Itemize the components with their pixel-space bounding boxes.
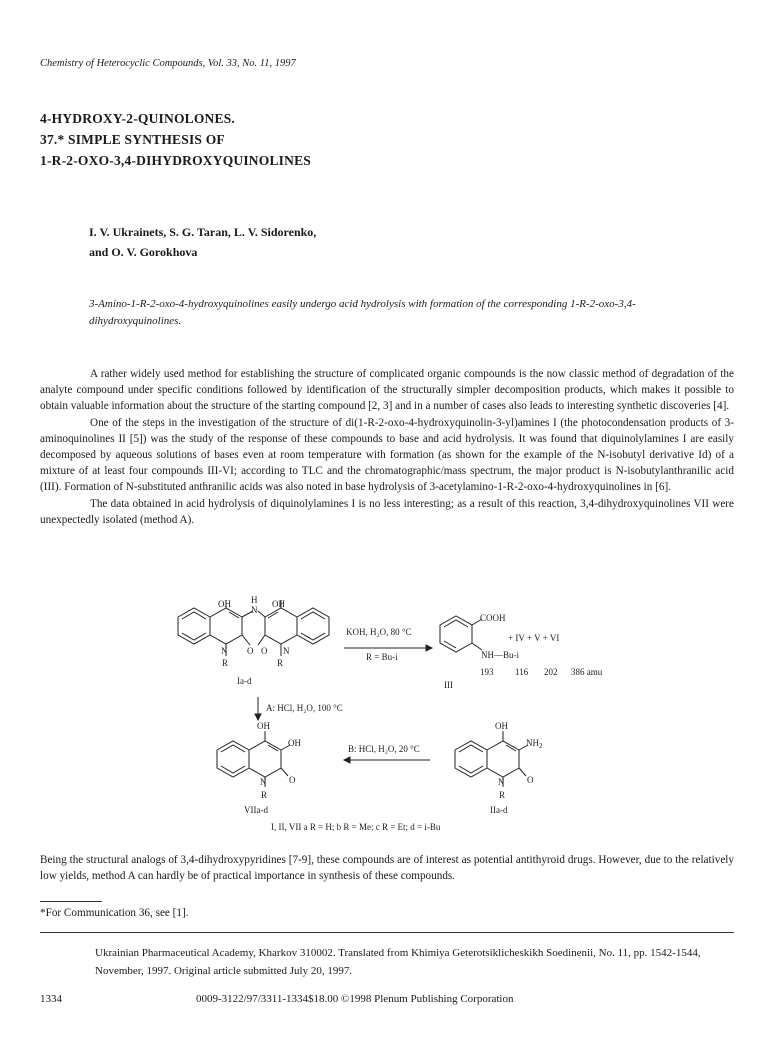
title-line-2: 37.* SIMPLE SYNTHESIS OF [40,132,225,147]
title-line-1: 4-HYDROXY-2-QUINOLONES. [40,111,235,126]
body-text-top [40,366,734,528]
I-n-left: N [221,646,228,656]
compound-I-right-ring [258,600,329,656]
VII-r: R [261,790,268,800]
II-n: N [498,777,505,787]
authors-line-1: I. V. Ukrainets, S. G. Taran, L. V. Sidorenko, [89,225,317,239]
II-nh2-subscript: 2 [539,742,543,750]
label-II: IIa-d [490,805,508,815]
mass-193: 193 [480,667,494,677]
III-products: + IV + V + VI [508,633,560,643]
footnote: *For Communication 36, see [1]. [40,907,189,919]
authors [89,222,316,262]
journal-header: Chemistry of Heterocyclic Compounds, Vol. 33, No. 11, 1997 [40,58,296,69]
copyright-line: 0009-3122/97/3311-1334$18.00 ©1998 Plenum Publishing Corporation [196,993,514,1005]
paragraph-4: Being the structural analogs of 3,4-dihydroxypyridines [7-9], these compounds are of interest as potential antithyroid drugs. However, due to the relatively low yields, method A can hardly be of practical importance in synthesis of these compounds. [40,854,734,883]
compound-III [440,616,482,652]
footnote-rule [40,901,102,902]
VII-oh-side: OH [288,738,301,748]
label-VII: VIIa-d [244,805,268,815]
II-oh: OH [495,721,508,731]
I-o-right: O [261,646,268,656]
page-number: 1334 [40,993,62,1005]
mass-116: 116 [515,667,529,677]
I-n-bridge: N [251,605,258,615]
I-o-left: O [247,646,254,656]
paragraph-1: A rather widely used method for establishing the structure of complicated organic compounds is the now classic method of degradation of the analyte compound under specific conditions followed by identification of the structurally simpler decomposition products, which makes it possible to obtain valuable information about the structure of the starting compound [2, 3] and in a number of cases also leads to interesting synthetic discoveries [4]. [40,368,734,413]
paragraph-2: One of the steps in the investigation of the structure of di(1-R-2-oxo-4-hydroxyquinolin-3-yl)amines I (the photocondensation products of 3-aminoquinolines II [5]) was the study of the response of these compounds to base and acid hydrolysis. It was found that diquinolylamines I are easily decomposed by aqueous solutions of bases even at room temperature with formation (as shown for the example of the N-isobutyl derivative Id) of a mixture of at least four compounds III-VI; according to TLC and the chromatographic/mass spectrum, the major product is N-isobutylanthranilic acid (III). Formation of N-substituted anthranilic acids was also noted in base hydrolysis of 3-acetylamino-1-R-2-oxo-4-hydroxyquinolines in [6]. [40,416,734,494]
affiliation-rule [40,932,734,933]
VII-o: O [289,775,296,785]
compound-VII [217,731,290,787]
compound-II [455,731,528,787]
VII-n: N [260,777,267,787]
III-cooh: COOH [480,613,506,623]
II-nh2 [526,738,543,750]
scheme-legend: I, II, VII a R = H; b R = Me; c R = Et; d = i-Bu [271,822,441,832]
I-oh-left: OH [218,599,231,609]
mass-386: 386 amu [571,667,603,677]
condition-a: A: HCl, H₂O, 100 °C [266,703,343,713]
label-Iad: Ia-d [237,676,252,686]
I-n-right: N [283,646,290,656]
article-title [40,108,311,171]
condition-r: R = Bu-i [366,652,398,662]
condition-b: B: HCl, H₂O, 20 °C [348,744,420,754]
body-text-bottom [40,852,734,884]
I-r-right: R [277,658,284,668]
compound-I-left-ring [178,600,253,656]
abstract: 3-Amino-1-R-2-oxo-4-hydroxyquinolines easily undergo acid hydrolysis with formation of the corresponding 1-R-2-oxo-3,4-dihydroxyquinolines. [89,298,636,327]
II-r: R [499,790,506,800]
I-oh-right: OH [272,599,285,609]
label-III: III [444,680,453,690]
condition-koh: KOH, H₂O, 80 °C [346,627,412,637]
affiliation: Ukrainian Pharmaceutical Academy, Kharkov 310002. Translated from Khimiya Geterotsiklicheskikh Soedinenii, No. 11, pp. 1542-1544, November, 1997. Original article submitted July 20, 1997. [95,947,701,977]
II-nh2-base: NH [526,738,539,748]
I-r-left: R [222,658,229,668]
paragraph-3: The data obtained in acid hydrolysis of diquinolylamines I is no less interesting; as a result of this reaction, 3,4-dihydroxyquinolines VII were unexpectedly isolated (method A). [40,497,734,526]
reaction-scheme [0,592,768,842]
mass-202: 202 [544,667,558,677]
title-line-3: 1-R-2-OXO-3,4-DIHYDROXYQUINOLINES [40,153,311,168]
I-h: H [251,595,258,605]
III-nh-bu: NH—Bu-i [481,650,519,660]
VII-oh-top: OH [257,721,270,731]
authors-line-2: and O. V. Gorokhova [89,245,198,259]
II-o: O [527,775,534,785]
